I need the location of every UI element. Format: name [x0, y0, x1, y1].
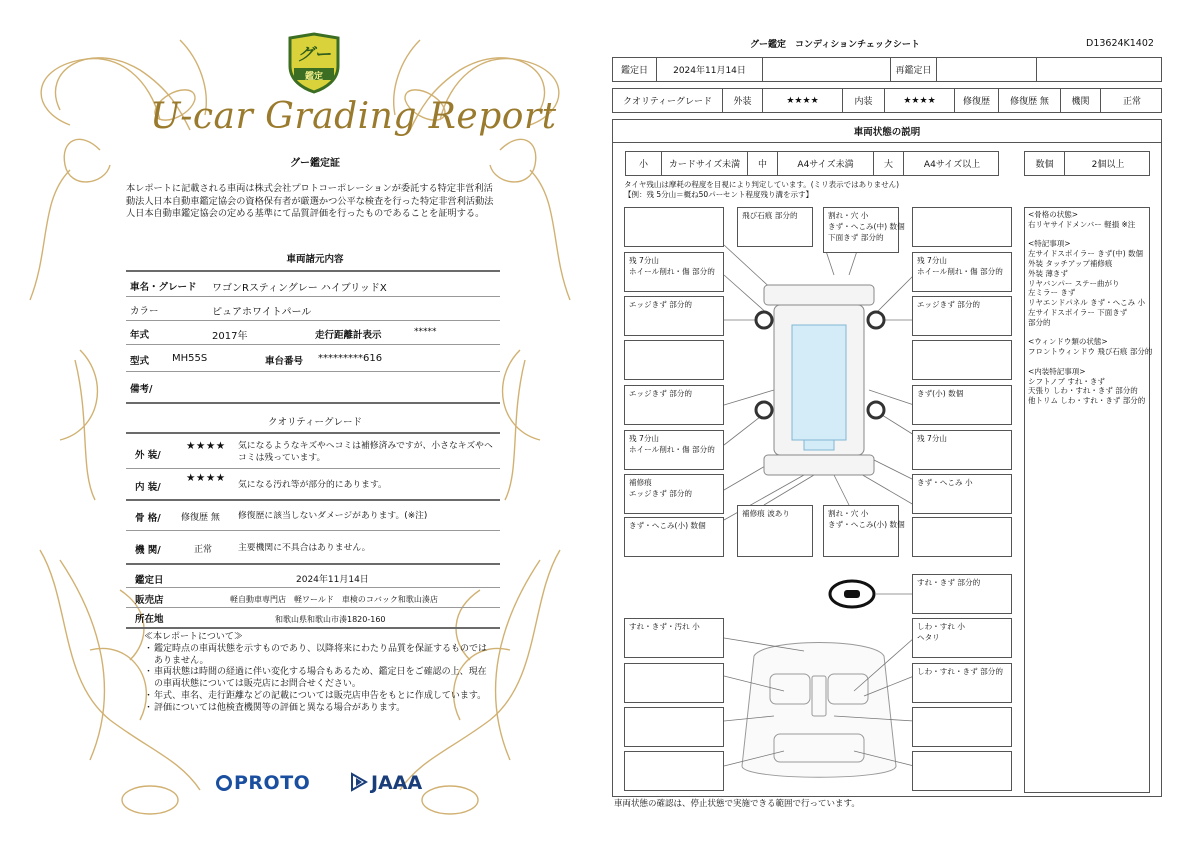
left-rear-tire-box: 残 7分山 ホイール削れ・傷 部分的: [624, 430, 724, 470]
notes-heading: ≪本レポートについて≫: [144, 632, 243, 642]
address-value: 和歌山県和歌山市湊1820-160: [275, 615, 386, 624]
interior-box: [912, 751, 1012, 791]
blank-cell: [763, 58, 891, 81]
interior-label: 内 装/: [135, 482, 161, 493]
size-medium: 中: [748, 152, 778, 175]
reinspection-date-label: 再鑑定日: [891, 58, 937, 81]
year-value: 2017年: [212, 331, 248, 342]
jaaa-logo-text: JAAA: [371, 772, 423, 794]
exterior-box: [624, 340, 724, 380]
note-item: ・ 評価については他検査機関等の評価と異なる場合があります。: [144, 703, 494, 715]
steering-box: すれ・きず 部分的: [912, 574, 1012, 614]
count-label: 数個: [1025, 152, 1065, 175]
divider: [126, 270, 500, 272]
interior-stars: ★★★★: [885, 89, 955, 112]
engine-label: 機関: [1061, 89, 1101, 112]
inspection-date-label: 鑑定日: [613, 58, 657, 81]
tire-note-example: 【例：残 5分山＝概ね50パーセント程度残り溝を示す】: [624, 190, 814, 199]
engine-label: 機 関/: [135, 545, 161, 556]
quality-title: クオリティーグレード: [267, 417, 363, 428]
interior-stars: ★★★★: [186, 472, 226, 484]
interior-box: [624, 663, 724, 703]
exterior-box: [912, 340, 1012, 380]
exterior-box: エッジきず 部分的: [624, 296, 724, 336]
proto-mark-icon: [216, 775, 232, 791]
color-label: カラー: [130, 306, 159, 317]
divider: [126, 530, 500, 531]
front-right-wheel-icon: [868, 312, 884, 328]
repair-label: 修復歴: [955, 89, 999, 112]
exterior-box: 割れ・穴 小 きず・へこみ(小) 数個: [823, 505, 899, 557]
certificate-body: 本レポートに記載される車両は株式会社プロトコーポレーションが委託する特定非営利活動法人日本自動車鑑定協会の資格保有者が厳選かつ公平な検査を行った特定非営利活動法人日本自動車鑑定協会の定める基準にて品質評価を行ったものであることを証明する。: [126, 183, 494, 219]
car-name-label: 車名・グレード: [130, 282, 197, 293]
tire-note: タイヤ残山は摩耗の程度を目視により判定しています。(ミリ表示ではありません): [624, 180, 900, 189]
badge-bottom-text: 鑑定: [304, 72, 323, 82]
exterior-box: 割れ・穴 小 きず・へこみ(中) 数個 下面きず 部分的: [823, 207, 899, 253]
rear-left-wheel-icon: [756, 402, 772, 418]
color-value: ピュアホワイトパール: [212, 307, 312, 318]
note-item: ・ 車両状態は時間の経過に伴い変化する場合もあるため、鑑定日をご確認の上、現在の車両状態については販売店にお問合せください。: [144, 667, 494, 691]
exterior-box: [912, 517, 1012, 557]
model-value: MH55S: [172, 353, 208, 364]
size-medium-desc: A4サイズ未満: [778, 152, 874, 175]
mileage-label: 走行距離計表示: [315, 330, 382, 341]
note-item: ・ 年式、車名、走行距離などの記載については販売店申告をもとに作成しています。: [144, 691, 494, 703]
count-value: 2個以上: [1091, 160, 1125, 170]
engine-value: 正常: [1122, 97, 1141, 107]
sheet-title: グー鑑定 コンディションチェックシート: [750, 40, 920, 50]
frame-label: 骨 格/: [135, 513, 161, 524]
car-name-value: ワゴンRスティングレー ハイブリッドX: [212, 283, 387, 294]
divider: [126, 607, 500, 608]
report-script-title: U-car Grading Report: [150, 96, 557, 137]
divider: [126, 296, 500, 297]
frame-value: 修復歴 無: [181, 513, 220, 523]
proto-logo-text: PROTO: [234, 772, 311, 794]
interior-box: [912, 707, 1012, 747]
exterior-box: エッジきず 部分的: [624, 385, 724, 425]
inspection-date-value: 2024年11月14日: [657, 58, 763, 81]
side-notes: <骨格の状態> 右リヤサイドメンバー 軽損 ※注 <特記事項> 左サイドスポイラー きず(中) 数個 外装 タッチアップ補修痕 外装 薄きず リヤバンパー ステー曲がり 左ミラー きず リヤエンドパネル きず・へこみ 小 左サイドスポイラー 下面きず 部分的 <ウィンドウ類の状態> フロントウィンドウ 飛び石痕 部分的 <内装特記事項> シフトノブ すれ・きず 天張り しわ・すれ・きず 部分的 他トリム しわ・すれ・きず 部分的: [1028, 210, 1153, 406]
divider: [126, 627, 500, 629]
divider: [126, 344, 500, 345]
count-legend: [1024, 151, 1150, 176]
jaaa-mark-icon: [350, 772, 368, 792]
exterior-label: 外 装/: [135, 450, 161, 461]
divider: [126, 563, 500, 565]
blank-cell: [1037, 58, 1163, 81]
divider: [126, 320, 500, 321]
engine-desc: 主要機関に不具合はありません。: [238, 543, 371, 553]
interior-label: 内装: [843, 89, 885, 112]
proto-logo: [216, 772, 310, 794]
exterior-box: 補修痕 エッジきず 部分的: [624, 474, 724, 514]
right-rear-tire-box: 残 7分山: [912, 430, 1012, 470]
interior-box: しわ・すれ 小 ヘタリ: [912, 618, 1012, 658]
steering-wheel-icon: [828, 578, 876, 610]
exterior-box: きず・へこみ(小) 数個: [624, 517, 724, 557]
specs-title: 車両諸元内容: [286, 254, 344, 265]
frame-desc: 修復歴に該当しないダメージがあります。(※注): [238, 511, 428, 521]
section-title: 車両状態の説明: [612, 119, 1162, 143]
condition-check-sheet: [600, 0, 1200, 848]
exterior-label: 外装: [723, 89, 763, 112]
rear-right-wheel-icon: [868, 402, 884, 418]
divider: [126, 587, 500, 588]
year-label: 年式: [130, 330, 150, 341]
remarks-label: 備考/: [130, 384, 153, 395]
size-small-desc: カードサイズ未満: [662, 152, 748, 175]
left-front-tire-box: 残 7分山 ホイール削れ・傷 部分的: [624, 252, 724, 292]
address-label: 所在地: [135, 614, 164, 625]
size-large-desc: A4サイズ以上: [923, 160, 981, 170]
shop-value: 軽自動車専門店 軽ワールド 車検のコバック和歌山湊店: [230, 595, 438, 604]
certificate-title: グー鑑定証: [290, 158, 340, 169]
divider: [126, 499, 500, 501]
sheet-id: D13624K1402: [1086, 38, 1154, 49]
inspection-date-value: 2024年11月14日: [296, 575, 369, 585]
grade-row: [612, 88, 1162, 113]
leader-line: [876, 588, 912, 600]
interior-box: しわ・すれ・きず 部分的: [912, 663, 1012, 703]
note-item: ・ 鑑定時点の車両状態を示すものであり、以降将来にわたり品質を保証するものではありません。: [144, 644, 494, 668]
exterior-box: [624, 207, 724, 247]
exterior-box: [912, 207, 1012, 247]
jaaa-logo: [350, 772, 422, 794]
sheet-footer: 車両状態の確認は、停止状態で実施できる範囲で行っています。: [614, 799, 860, 809]
model-label: 型式: [130, 356, 150, 367]
chassis-label: 車台番号: [265, 356, 304, 367]
repair-value: 修復歴 無: [999, 89, 1061, 112]
date-row: [612, 57, 1162, 82]
interior-desc: 気になる汚れ等が部分的にあります。: [238, 480, 387, 490]
front-left-wheel-icon: [756, 312, 772, 328]
exterior-stars: ★★★★: [763, 89, 843, 112]
interior-box: [624, 751, 724, 791]
grade-label: クオリティーグレード: [613, 89, 723, 112]
goo-kantei-badge: [286, 32, 342, 94]
exterior-box: きず・へこみ 小: [912, 474, 1012, 514]
interior-box: [624, 707, 724, 747]
badge-top-text: グー: [297, 45, 331, 65]
size-small: 小: [626, 152, 662, 175]
exterior-box: きず(小) 数個: [912, 385, 1012, 425]
reinspection-date-value: [937, 58, 1037, 81]
exterior-box: 飛び石痕 部分的: [737, 207, 813, 247]
size-legend: [625, 151, 999, 176]
inspection-date-label: 鑑定日: [135, 575, 164, 586]
exterior-desc: 気になるようなキズやヘコミは補修済みですが、小さなキズやヘコミは残っています。: [238, 441, 493, 463]
divider: [126, 402, 500, 404]
exterior-box: 補修痕 波あり: [737, 505, 813, 557]
report-notes: [144, 632, 494, 715]
interior-box: すれ・きず・汚れ 小: [624, 618, 724, 658]
mileage-value: *****: [414, 327, 437, 337]
right-front-tire-box: 残 7分山 ホイール削れ・傷 部分的: [912, 252, 1012, 292]
chassis-value: *********616: [318, 353, 383, 364]
divider: [126, 432, 500, 434]
exterior-box: エッジきず 部分的: [912, 296, 1012, 336]
shop-label: 販売店: [135, 595, 164, 606]
size-large: 大: [874, 152, 904, 175]
engine-value: 正常: [194, 545, 213, 555]
exterior-stars: ★★★★: [186, 440, 226, 452]
divider: [126, 468, 500, 469]
divider: [126, 371, 500, 372]
